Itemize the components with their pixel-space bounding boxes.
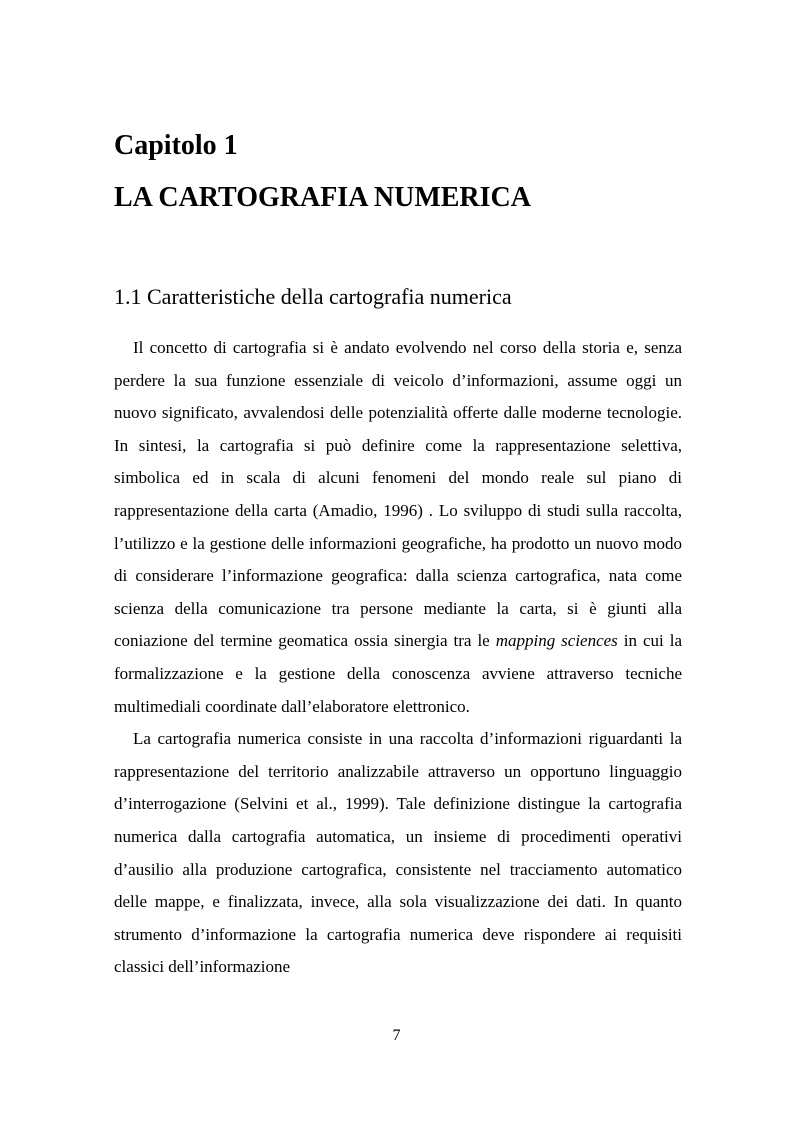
paragraph-1-emphasis: mapping sciences <box>495 631 618 651</box>
section-heading: 1.1 Caratteristiche della cartografia numerica <box>114 284 512 309</box>
chapter-label: Capitolo 1 <box>114 130 238 161</box>
paragraph-1-text-start: Il concetto di cartografia si è andato evolvendo nel corso della storia e, senza perdere la sua funzione essenziale di veicolo d’informazioni, assume oggi un nuovo significato, avvalendosi delle potenzialità offerte dalle moderne tecnologie. In sintesi, la cartografia si può definire come la rappresentazione selettiva, simbolica ed in scala di alcuni fenomeni del mondo reale sul piano di rappresentazione della carta (Amadio, 1996) . Lo sviluppo di studi sulla raccolta, l’utilizzo e la gestione delle informazioni geografiche, ha prodotto un nuovo modo di considerare l’informazione geografica: dalla scienza cartografica, nata come scienza della comunicazione tra persone mediante la carta, si è giunti alla coniazione del termine geomatica ossia sinergia tra le <box>114 338 682 651</box>
paragraph-2: La cartografia numerica consiste in una raccolta d’informazioni riguardanti la rappresentazione del territorio analizzabile attraverso un opportuno linguaggio d’interrogazione (Selvini et al., 1999). Tale definizione distingue la cartografia numerica dalla cartografia automatica, un insieme di procedimenti operativi d’ausilio alla produzione cartografica, consistente nel tracciamento automatico delle mappe, e finalizzata, invece, alla sola visualizzazione dei dati. In quanto strumento d’informazione la cartografia numerica deve rispondere ai requisiti classici dell’informazione <box>114 729 682 977</box>
chapter-title: LA CARTOGRAFIA NUMERICA <box>114 182 531 213</box>
page-number: 7 <box>392 1027 401 1044</box>
body-text <box>114 332 682 984</box>
paragraph-1-text-end: in cui la formalizzazione e la gestione della conoscenza avviene attraverso tecniche multimediali coordinate dall’elaboratore elettronico. <box>114 631 683 716</box>
paragraph-1 <box>114 332 682 723</box>
